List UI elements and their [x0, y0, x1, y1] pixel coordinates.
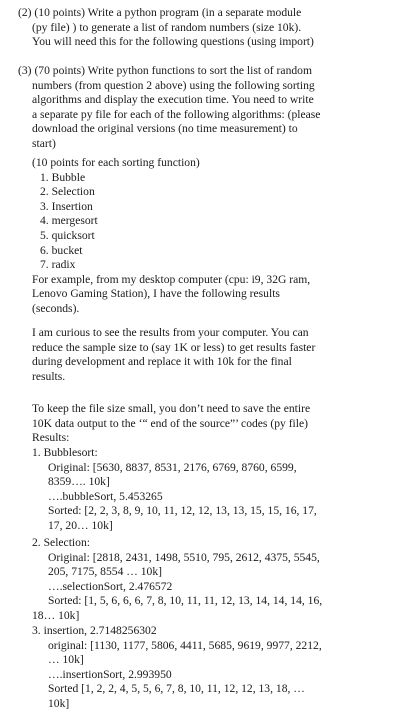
- sorting-item-insertion: 3. Insertion: [40, 199, 93, 213]
- selection-line-4: Sorted: [1, 5, 6, 6, 6, 7, 8, 10, 11, 11, 12, 13, 14, 14, 14, 16,: [48, 594, 323, 608]
- question-3-number: (3): [18, 64, 32, 77]
- results-heading: Results:: [32, 431, 70, 445]
- insertion-line-4: Sorted [1, 2, 2, 4, 5, 5, 6, 7, 8, 10, 11, 12, 12, 13, 18, …: [48, 682, 305, 696]
- question-3-line-4: a separate py file for each of the following algorithms: (please: [32, 107, 321, 121]
- question-3-line-1: [18, 64, 320, 79]
- bubble-line-4: Sorted: [2, 2, 3, 8, 9, 10, 11, 12, 12, 13, 13, 15, 15, 16, 17,: [48, 504, 317, 518]
- question-3: [18, 64, 320, 152]
- insertion-results: [32, 624, 377, 712]
- bubble-heading: 1. Bubblesort:: [32, 446, 98, 459]
- question-3-line-2: numbers (from question 2 above) using the following sorting: [32, 78, 315, 92]
- question-2-line-1: (2) (10 points) Write a python program (in a separate module: [18, 6, 302, 19]
- selection-line-1: Original: [2818, 2431, 1498, 5510, 795, 2612, 4375, 5545,: [48, 550, 320, 564]
- selection-line-5: 18… 10k]: [32, 608, 80, 622]
- selection-line-3: ….selectionSort, 2.476572: [48, 579, 173, 593]
- selection-line-2: 205, 7175, 8554 … 10k]: [48, 565, 163, 579]
- question-2-line-2: (py file) ) to generate a list of random numbers (size 10k).: [32, 20, 302, 34]
- sorting-item-radix: 7. radix: [40, 258, 76, 272]
- example-line-2: Lenovo Gaming Station), I have the following results: [32, 287, 280, 301]
- bubble-line-2: 8359…. 10k]: [48, 475, 110, 489]
- sorting-item-quicksort: 5. quicksort: [40, 228, 95, 242]
- sorting-item-bucket: 6. bucket: [40, 243, 83, 257]
- filesize-line-1: To keep the file size small, you don’t need to save the entire: [32, 402, 311, 415]
- curious-paragraph: [32, 326, 377, 384]
- selection-results: [32, 536, 377, 624]
- example-line-3: (seconds).: [32, 301, 80, 315]
- question-2-line-3: You will need this for the following questions (using import): [32, 35, 314, 49]
- question-3-line-3: algorithms and display the execution time. You need to write: [32, 93, 314, 107]
- selection-heading: 2. Selection:: [32, 536, 90, 549]
- insertion-heading: 3. insertion, 2.7148256302: [32, 624, 157, 637]
- question-3-line-1-text: (70 points) Write python functions to sort the list of random: [34, 64, 312, 77]
- insertion-line-5: 10k]: [48, 696, 70, 710]
- bubble-results: [32, 446, 377, 534]
- sorting-functions-list: [32, 156, 377, 317]
- sorting-item-mergesort: 4. mergesort: [40, 214, 98, 228]
- file-size-paragraph: [32, 402, 377, 446]
- filesize-line-2: 10K data output to the ‘“ end of the source”’ codes (py file): [32, 416, 309, 430]
- insertion-line-2: … 10k]: [48, 653, 84, 667]
- curious-line-4: results.: [32, 369, 66, 383]
- bubble-line-5: 17, 20… 10k]: [48, 518, 113, 532]
- curious-line-3: during development and replace it with 10k for the final: [32, 355, 292, 369]
- insertion-line-3: ….insertionSort, 2.993950: [48, 667, 172, 681]
- sorting-list-intro: (10 points for each sorting function): [32, 156, 200, 169]
- curious-line-2: reduce the sample size to (say 1K or less) to get results faster: [32, 340, 316, 354]
- bubble-line-1: Original: [5630, 8837, 8531, 2176, 6769, 8760, 6599,: [48, 460, 297, 474]
- bubble-line-3: ….bubbleSort, 5.453265: [48, 489, 163, 503]
- insertion-line-1: original: [1130, 1177, 5806, 4411, 5685, 9619, 9977, 2212,: [48, 638, 322, 652]
- curious-line-1: I am curious to see the results from your computer. You can: [32, 326, 309, 339]
- question-3-line-6: start): [32, 136, 56, 150]
- question-2: [18, 6, 314, 50]
- example-line-1: For example, from my desktop computer (cpu: i9, 32G ram,: [32, 272, 311, 286]
- question-3-line-5: download the original versions (no time measurement) to: [32, 122, 298, 136]
- sorting-item-selection: 2. Selection: [40, 185, 95, 199]
- sorting-item-bubble: 1. Bubble: [40, 170, 86, 184]
